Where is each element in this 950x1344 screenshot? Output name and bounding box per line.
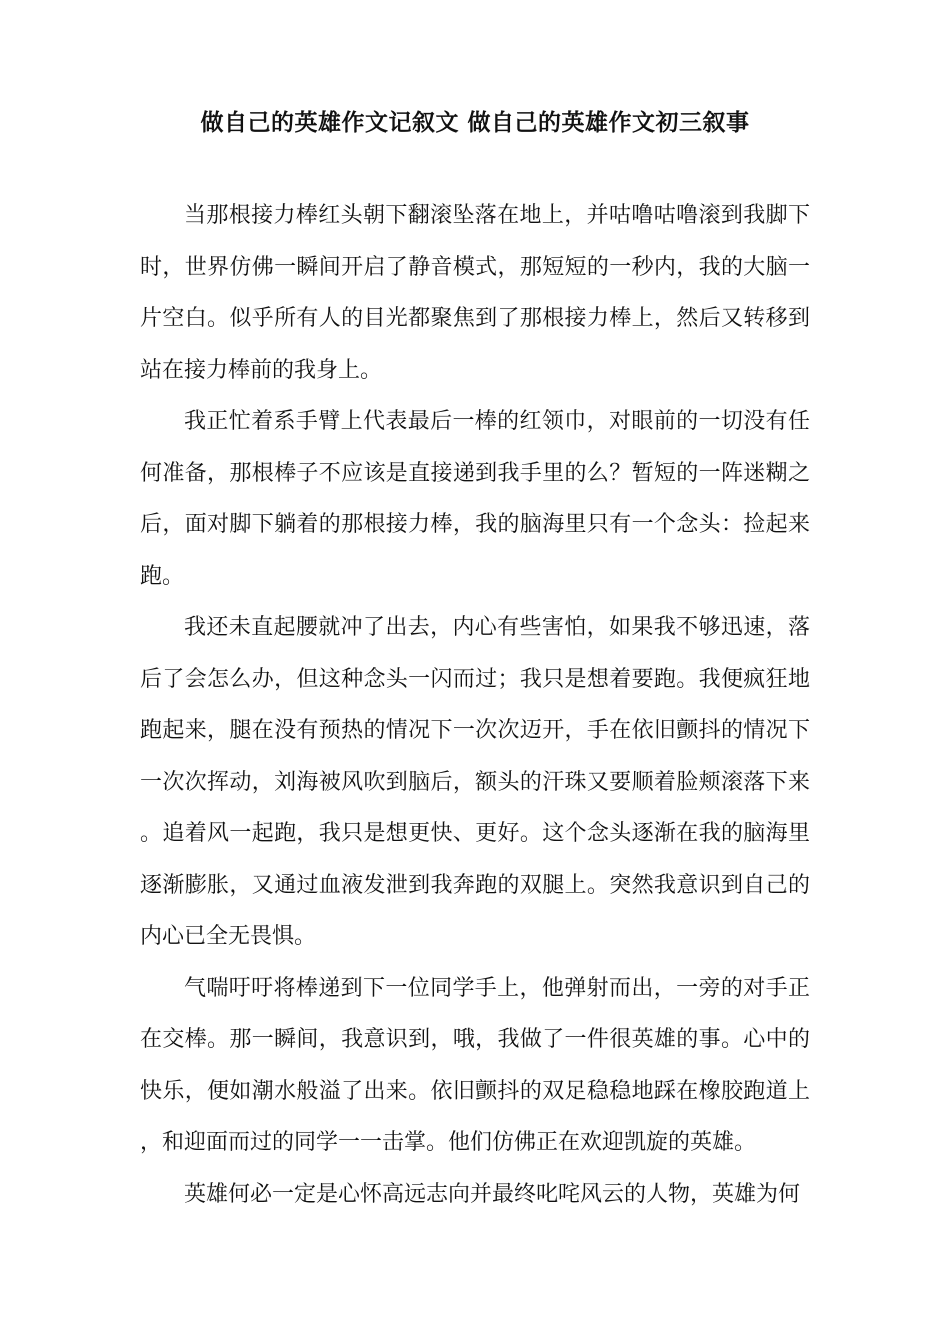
paragraph-5: 英雄何必一定是心怀高远志向并最终叱咤风云的人物，英雄为何: [184, 1181, 801, 1207]
paragraph-3: 我还未直起腰就冲了出去，内心有些害怕，如果我不够迅速，落后了会怎么办，但这种念头一闪而过；我只是想着要跑。我便疯狂地跑起来，腿在没有预热的情况下一次次迈开，手在依旧颤抖的情况下一次次挥动，刘海被风吹到脑后，额头的汗珠又要顺着脸颊滚落下来。追着风一起跑，我只是想更快、更好。这个念头逐渐在我的脑海里逐渐膨胀，又通过血液发泄到我奔跑的双腿上。突然我意识到自己的内心已全无畏惧。: [140, 615, 810, 949]
document-title: 做自己的英雄作文记叙文 做自己的英雄作文初三叙事: [200, 109, 750, 136]
paragraph-4: 气喘吁吁将棒递到下一位同学手上，他弹射而出，一旁的对手正在交棒。那一瞬间，我意识到，哦，我做了一件很英雄的事。心中的快乐，便如潮水般溢了出来。依旧颤抖的双足稳稳地踩在橡胶跑道上，和迎面而过的同学一一击掌。他们仿佛正在欢迎凯旋的英雄。: [140, 975, 810, 1155]
document-body: [140, 190, 810, 1220]
paragraph-1: 当那根接力棒红头朝下翻滚坠落在地上，并咕噜咕噜滚到我脚下时，世界仿佛一瞬间开启了静音模式，那短短的一秒内，我的大脑一片空白。似乎所有人的目光都聚焦到了那根接力棒上，然后又转移到站在接力棒前的我身上。: [140, 203, 810, 383]
paragraph-2: 我正忙着系手臂上代表最后一棒的红领巾，对眼前的一切没有任何准备，那根棒子不应该是直接递到我手里的么？暂短的一阵迷糊之后，面对脚下躺着的那根接力棒，我的脑海里只有一个念头：捡起来跑。: [140, 409, 810, 589]
